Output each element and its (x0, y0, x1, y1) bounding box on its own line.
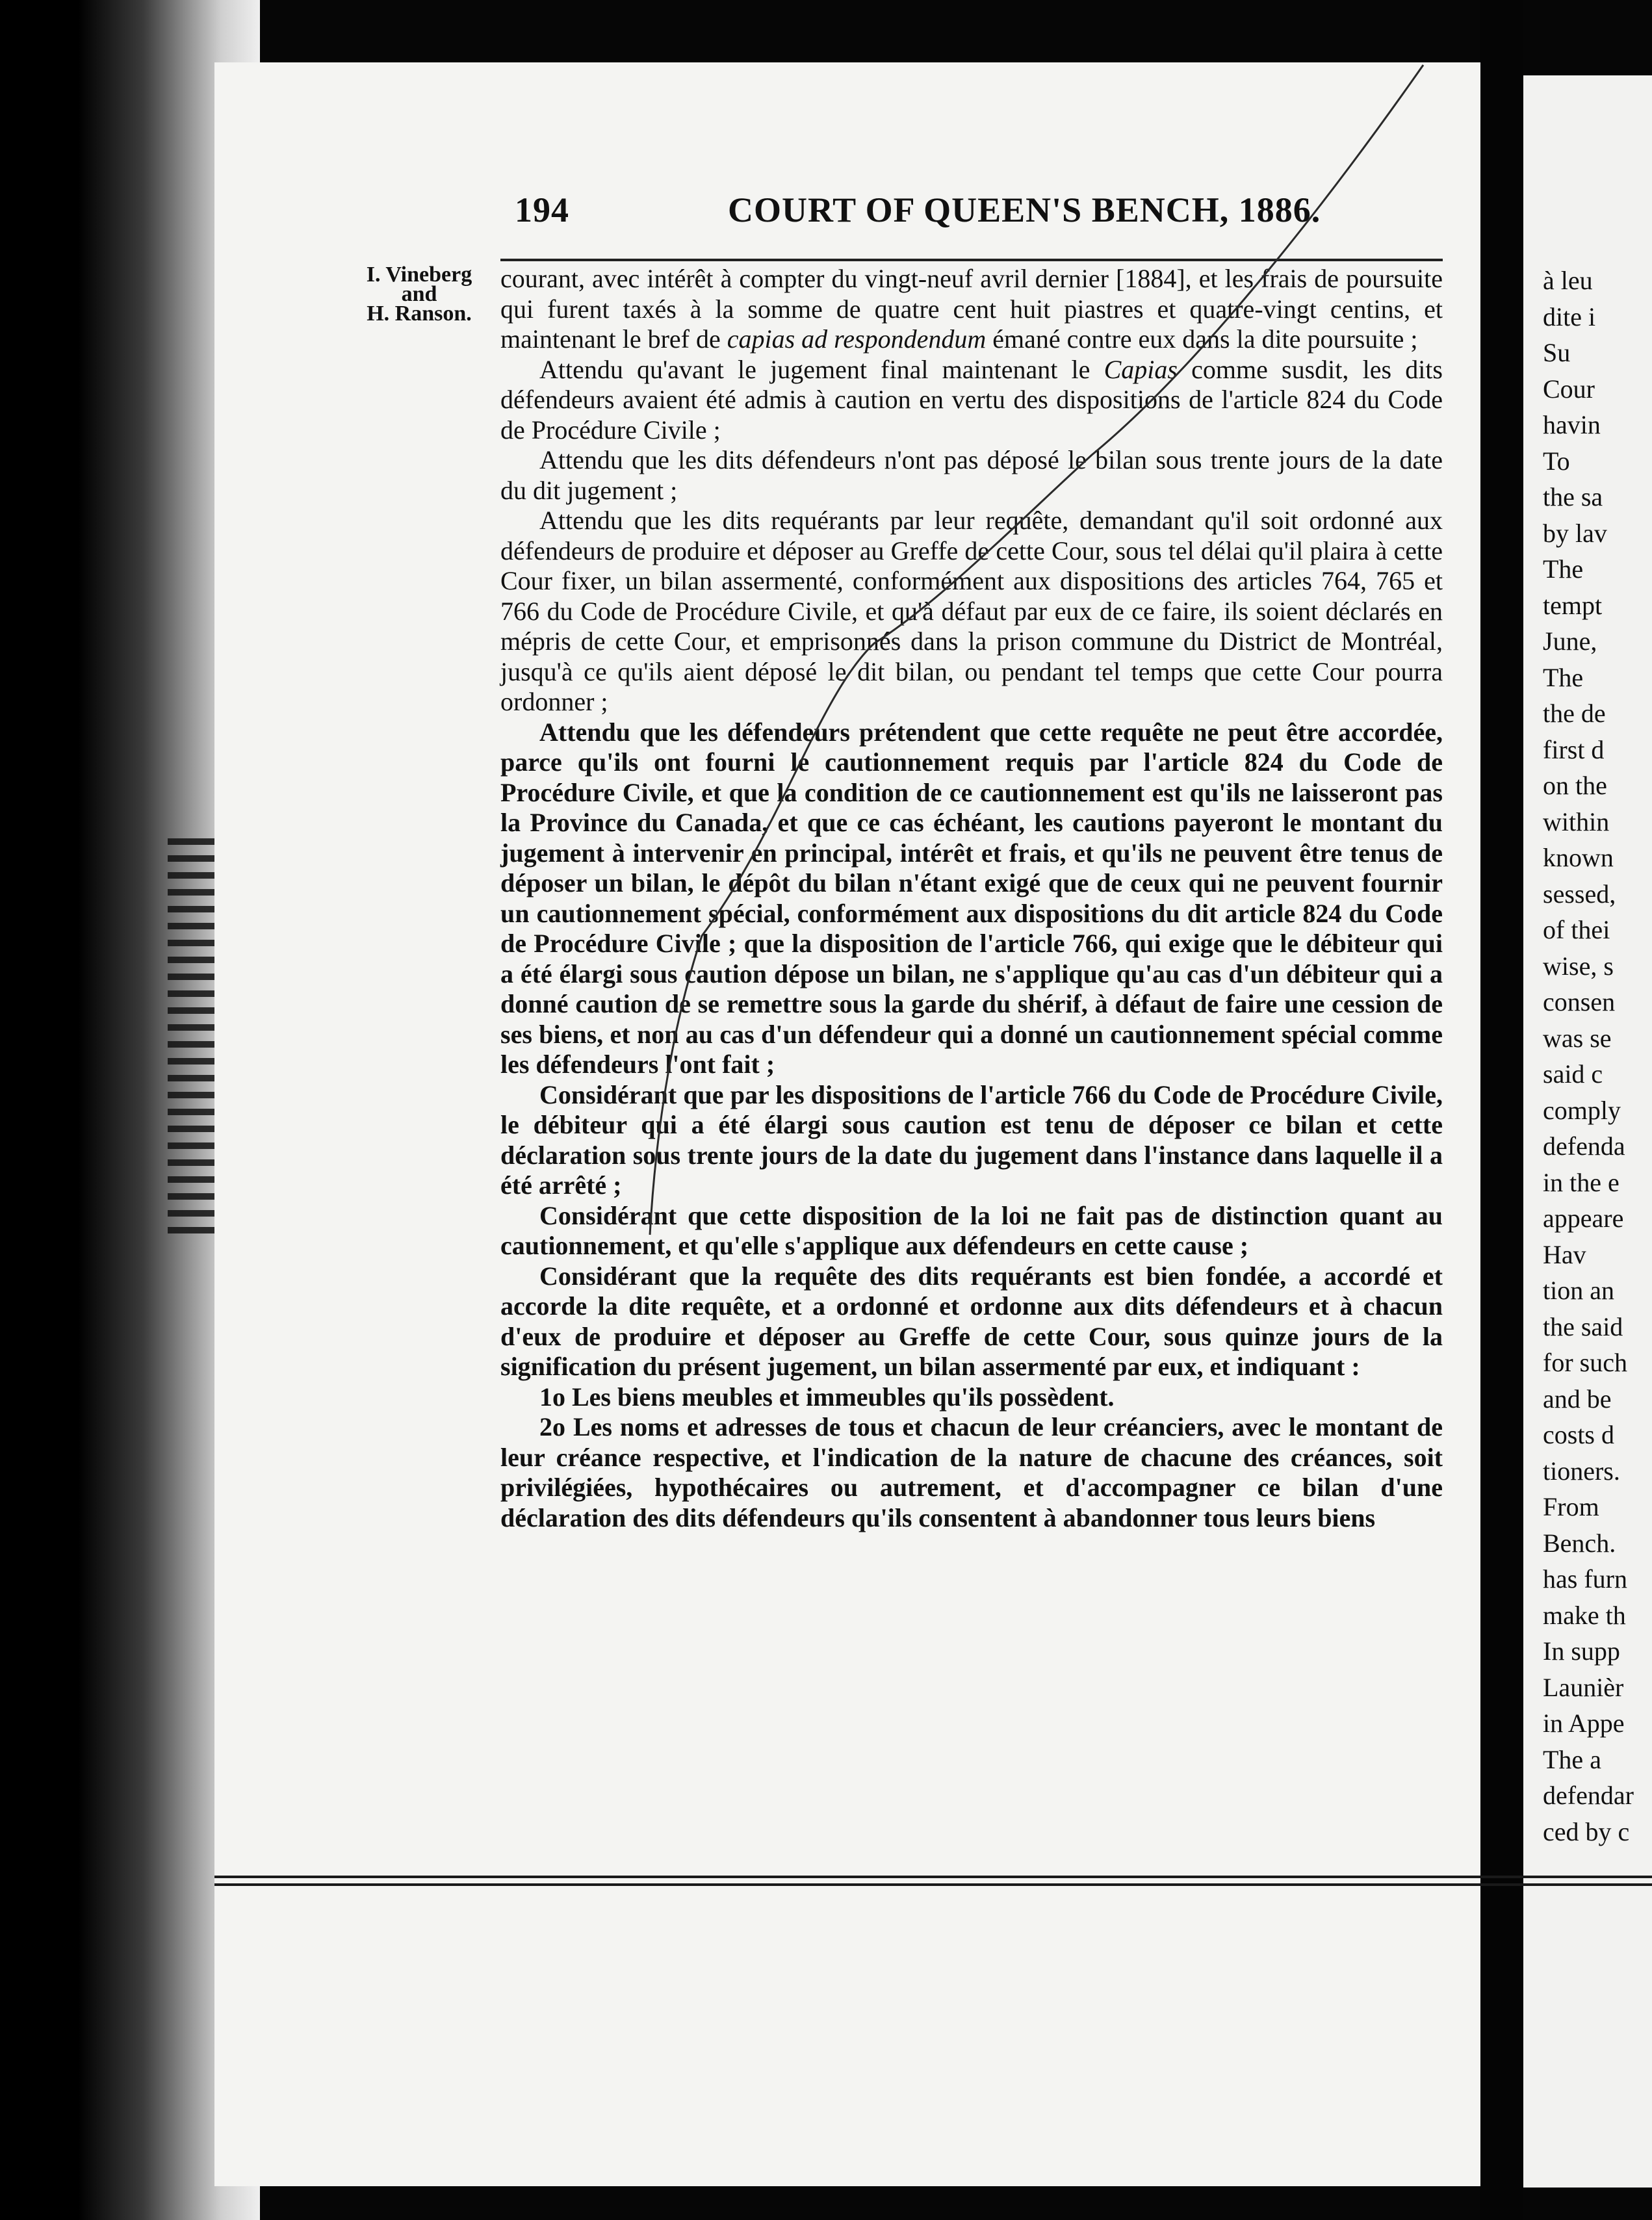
header-rule (500, 259, 1443, 261)
adjacent-page-fragment: tempt (1543, 590, 1603, 620)
paragraph: Attendu que les dits défendeurs n'ont pas déposé le bilan sous trente jours de la date du dit jugement ; (500, 445, 1443, 505)
list-item: 2o Les noms et adresses de tous et chacun de leur créanciers, avec le montant de leur créance respective, et l'indication de la nature de chacune des créances, soit privilégiées, hypothécaires ou autrement, et d'accompagner ce bilan d'une déclaration des dits défendeurs qu'ils consentent à abandonner tous leurs biens (500, 1412, 1443, 1532)
adjacent-page-fragment: Hav (1543, 1239, 1586, 1269)
adjacent-page-fragment: In supp (1543, 1636, 1620, 1666)
case-margin-note (338, 265, 500, 324)
adjacent-page-fragment: From (1543, 1492, 1599, 1521)
adjacent-page-fragment: appeare (1543, 1204, 1624, 1233)
adjacent-page-fragment: Bench. (1543, 1528, 1616, 1558)
running-header (515, 183, 1438, 235)
paragraph: Considérant que la requête des dits requérants est bien fondée, a accordé et accorde la dite requête, et a ordonné et ordonne aux dits défendeurs et à chacun d'eux de produire et déposer au Greffe de cette Cour, sous quinze jours de la signification du présent jugement, un bilan assermenté par eux, et indiquant : (500, 1261, 1443, 1381)
adjacent-page-fragment: in the e (1543, 1167, 1620, 1197)
adjacent-page-fragment: on the (1543, 771, 1607, 800)
adjacent-page-fragment: has furn (1543, 1564, 1627, 1594)
adjacent-page-fragment: known (1543, 843, 1614, 872)
adjacent-page-fragment: wise, s (1543, 951, 1614, 981)
italic-term: capias ad respondendum (727, 324, 987, 354)
margin-note-line: H. Ranson. (367, 302, 472, 326)
adjacent-page-fragment: was se (1543, 1023, 1612, 1053)
adjacent-page-fragment: the de (1543, 699, 1606, 728)
adjacent-page-fragment: Launièr (1543, 1672, 1624, 1702)
adjacent-page-fragment: defendar (1543, 1781, 1634, 1810)
adjacent-page-fragment: of thei (1543, 915, 1610, 944)
adjacent-page-fragment: tion an (1543, 1276, 1614, 1305)
adjacent-page-fragment: The (1543, 662, 1584, 692)
adjacent-page-fragment: for such (1543, 1348, 1627, 1377)
adjacent-page-fragment: costs d (1543, 1420, 1614, 1449)
adjacent-page-fragment: To (1543, 446, 1570, 476)
adjacent-page-fragment: first d (1543, 734, 1605, 764)
adjacent-page-fragment: The (1543, 554, 1584, 584)
paragraph: courant, avec intérêt à compter du vingt-neuf avril dernier [1884], et les frais de poursuite qui furent taxés à la somme de quatre cent huit piastres et quatre-vingt centins, et maintenant le bref de capias ad respondendum émané contre eux dans la dite poursuite ; (500, 264, 1443, 354)
paragraph: Attendu qu'avant le jugement final maintenant le Capias comme susdit, les dits défendeurs avaient été admis à caution en vertu des dispositions de l'article 824 du Code de Procédure Civile ; (500, 354, 1443, 445)
header-title: COURT OF QUEEN'S BENCH, 1886. (728, 190, 1321, 229)
adjacent-page-fragment: the said (1543, 1311, 1623, 1341)
adjacent-page-fragment: havin (1543, 410, 1601, 439)
bottom-rule (214, 1876, 1652, 1878)
adjacent-page-fragment: said c (1543, 1059, 1603, 1089)
paragraph: Attendu que les dits requérants par leur requête, demandant qu'il soit ordonné aux défendeurs de produire et déposer au Greffe de cette Cour, sous tel délai qu'il plaira à cette Cour fixer, un bilan assermenté, conformément aux dispositions des articles 764, 765 et 766 du Code de Procédure Civile, et qu'à défaut par eux de ce faire, ils soient déclarés en mépris de cette Cour, et emprisonnés dans la prison commune du District de Montréal, jusqu'à ce qu'ils aient déposé le dit bilan, ou pendant tel temps que cette Cour pourra ordonner ; (500, 506, 1443, 716)
page-number: 194 (515, 190, 569, 229)
margin-note-line: and (401, 282, 437, 306)
list-item: 1o Les biens meubles et immeubles qu'ils possèdent. (539, 1382, 1115, 1412)
bottom-rule (214, 1883, 1652, 1886)
paragraph: Considérant que cette disposition de la loi ne fait pas de distinction quant au cautionnement, et qu'elle s'applique aux défendeurs en cette cause ; (500, 1200, 1443, 1260)
adjacent-page-fragment: à leu (1543, 266, 1593, 295)
adjacent-page-fragment: and be (1543, 1384, 1612, 1413)
adjacent-page-fragment: make th (1543, 1600, 1626, 1630)
adjacent-page-fragment: dite i (1543, 302, 1596, 331)
adjacent-page-fragment: in Appe (1543, 1709, 1625, 1738)
adjacent-page-fragment: the sa (1543, 482, 1603, 511)
adjacent-page-fragment: consen (1543, 987, 1616, 1016)
adjacent-page-fragment: June, (1543, 626, 1597, 656)
page-gutter (1480, 0, 1523, 2220)
adjacent-page-fragment: within (1543, 807, 1610, 836)
adjacent-page-fragments (1543, 263, 1652, 1850)
adjacent-page-fragment: tioners. (1543, 1456, 1620, 1486)
adjacent-page-fragment: ced by c (1543, 1816, 1630, 1846)
paragraph: Considérant que par les dispositions de l'article 766 du Code de Procédure Civile, le débiteur qui a été élargi sous caution est tenu de déposer ce bilan et cette déclaration sous trente jours de la date du jugement dans l'instance dans laquelle il a été arrêté ; (500, 1079, 1443, 1200)
paragraph: Attendu que les défendeurs prétendent que cette requête ne peut être accordée, parce qu'ils ont fourni le cautionnement requis par l'article 824 du Code de Procédure Civile, et que la condition de ce cautionnement est qu'ils ne laisseront pas la Province du Canada, et que ce cas échéant, les cautions payeront le montant du jugement à intervenir en principal, intérêt et frais, et qu'ils ne peuvent être tenus de déposer un bilan, le dépôt du bilan n'étant exigé que de ceux qui ne peuvent fournir un cautionnement spécial, conformément aux dispositions du dit article 824 du Code de Procédure Civile ; que la disposition de l'article 766, qui exige que le débiteur qui a été élargi sous caution dépose un bilan, ne s'applique qu'au cas d'un débiteur qui a donné caution de se remettre sous la garde du shérif, à défaut de faire une cession de ses biens, et non au cas d'un défendeur qui a donné un cautionnement spécial comme les défendeurs l'ont fait ; (500, 717, 1443, 1079)
body-text (500, 264, 1443, 1533)
adjacent-page-fragment: defenda (1543, 1131, 1625, 1161)
adjacent-page-fragment: Su (1543, 338, 1571, 367)
adjacent-page-fragment: Cour (1543, 374, 1595, 404)
adjacent-page-fragment: comply (1543, 1095, 1621, 1125)
margin-note-line: I. Vineberg (366, 263, 472, 287)
adjacent-page-fragment: sessed, (1543, 879, 1616, 909)
italic-term: Capias (1103, 354, 1178, 384)
adjacent-page-fragment: by lav (1543, 518, 1607, 548)
adjacent-page-fragment: The a (1543, 1744, 1601, 1774)
